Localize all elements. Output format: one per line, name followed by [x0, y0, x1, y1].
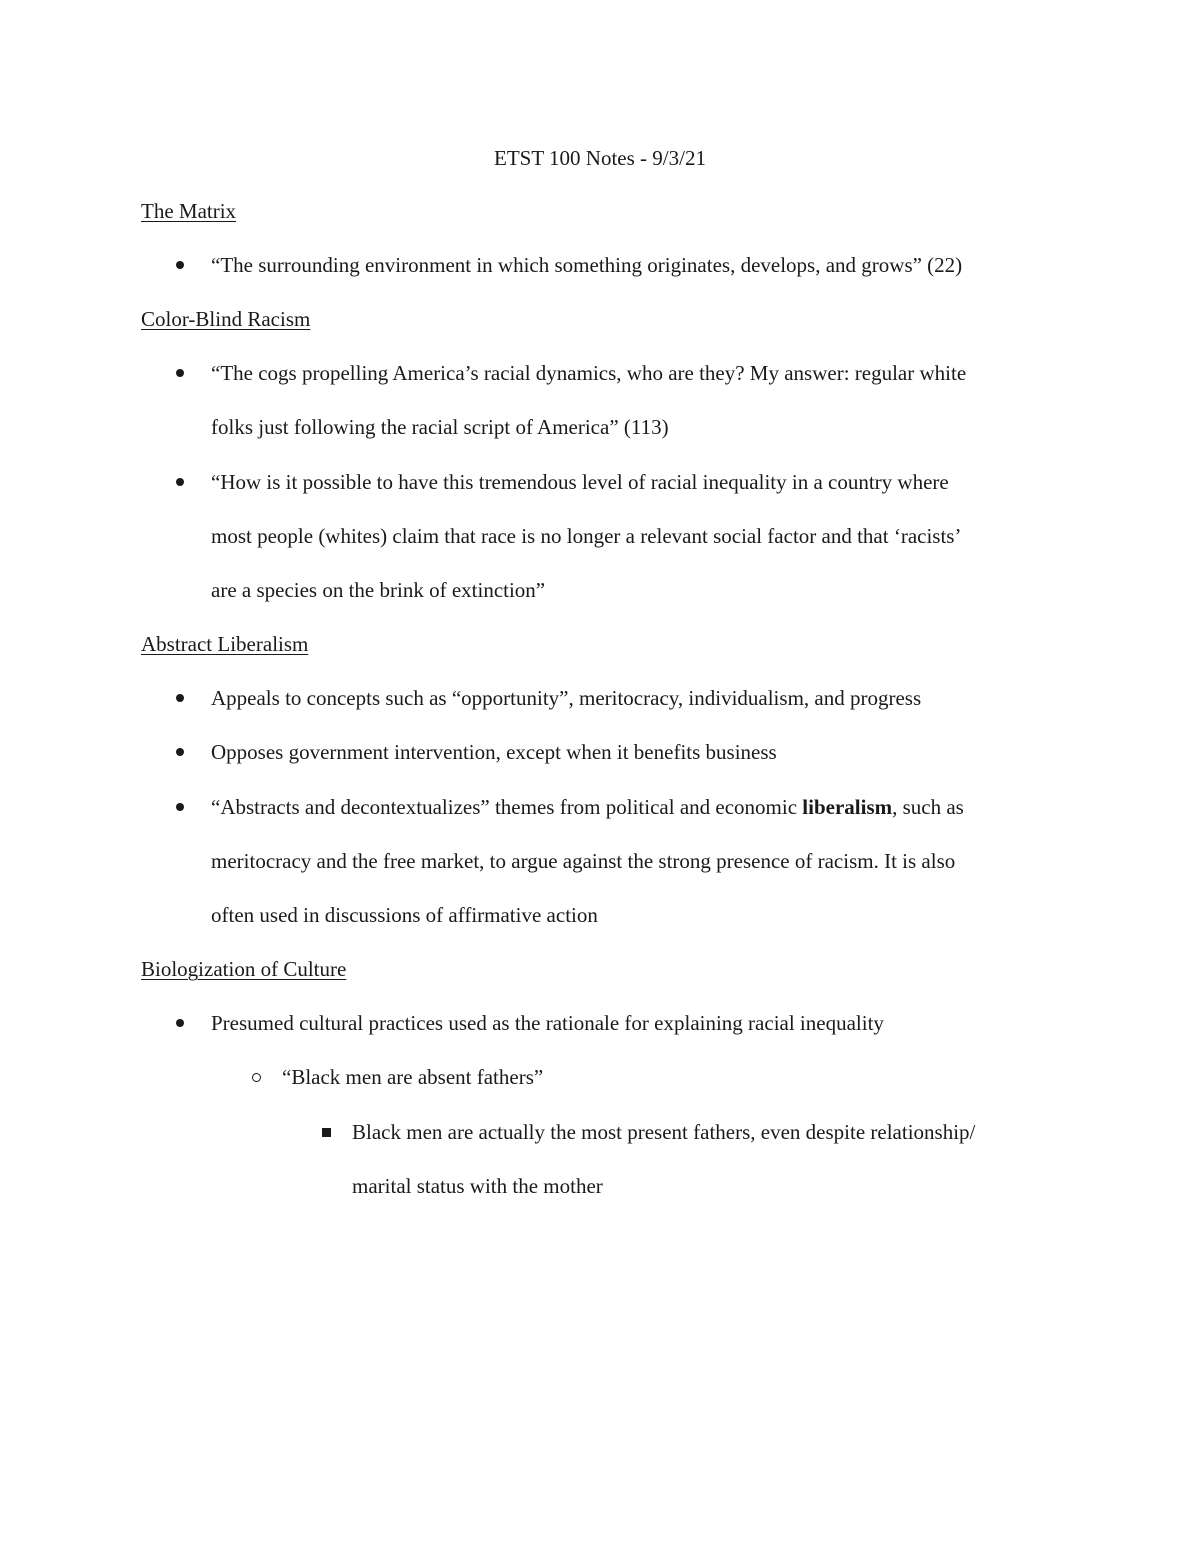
list-item-text: “How is it possible to have this tremendous level of racial inequality in a country where [211, 470, 949, 494]
list-item-text: meritocracy and the free market, to argue against the strong presence of racism. It is also [211, 849, 956, 873]
list-item-text: “Black men are absent fathers” [282, 1065, 544, 1089]
list-item-text [211, 791, 964, 823]
list-item-text: Presumed cultural practices used as the rationale for explaining racial inequality [211, 1011, 884, 1035]
page-title: ETST 100 Notes - 9/3/21 [494, 146, 706, 170]
list-item-text: marital status with the mother [352, 1174, 603, 1198]
section-heading-abstract-liberalism: Abstract Liberalism [141, 632, 309, 656]
list-item-text: are a species on the brink of extinction” [211, 578, 546, 602]
bullet-disc-icon [170, 791, 190, 823]
section-heading-color-blind-racism: Color-Blind Racism [141, 307, 311, 331]
bullet-disc-icon [170, 682, 190, 714]
list-item-text: most people (whites) claim that race is no longer a relevant social factor and that ‘racists’ [211, 524, 962, 548]
text-span: , such as [892, 795, 964, 819]
list-item-text: “The cogs propelling America’s racial dynamics, who are they? My answer: regular white [211, 361, 967, 385]
bullet-square-icon [316, 1116, 336, 1148]
list-item-text: Opposes government intervention, except when it benefits business [211, 740, 777, 764]
list-item-text: often used in discussions of affirmative action [211, 903, 598, 927]
section-heading-biologization-of-culture: Biologization of Culture [141, 957, 347, 981]
bold-term-liberalism: liberalism [802, 795, 893, 819]
list-item-text: folks just following the racial script of America” (113) [211, 415, 669, 439]
bullet-disc-icon [170, 249, 190, 281]
bullet-disc-icon [170, 736, 190, 768]
bullet-disc-icon [170, 466, 190, 498]
section-heading-the-matrix: The Matrix [141, 199, 237, 223]
bullet-disc-icon [170, 1007, 190, 1039]
bullet-circle-icon [246, 1061, 266, 1093]
list-item-text: Appeals to concepts such as “opportunity”, meritocracy, individualism, and progress [211, 686, 922, 710]
list-item-text: “The surrounding environment in which something originates, develops, and grows” (22) [211, 253, 963, 277]
list-item-text: Black men are actually the most present fathers, even despite relationship/ [352, 1120, 976, 1144]
bullet-disc-icon [170, 357, 190, 389]
text-span: “Abstracts and decontextualizes” themes from political and economic [211, 795, 803, 819]
